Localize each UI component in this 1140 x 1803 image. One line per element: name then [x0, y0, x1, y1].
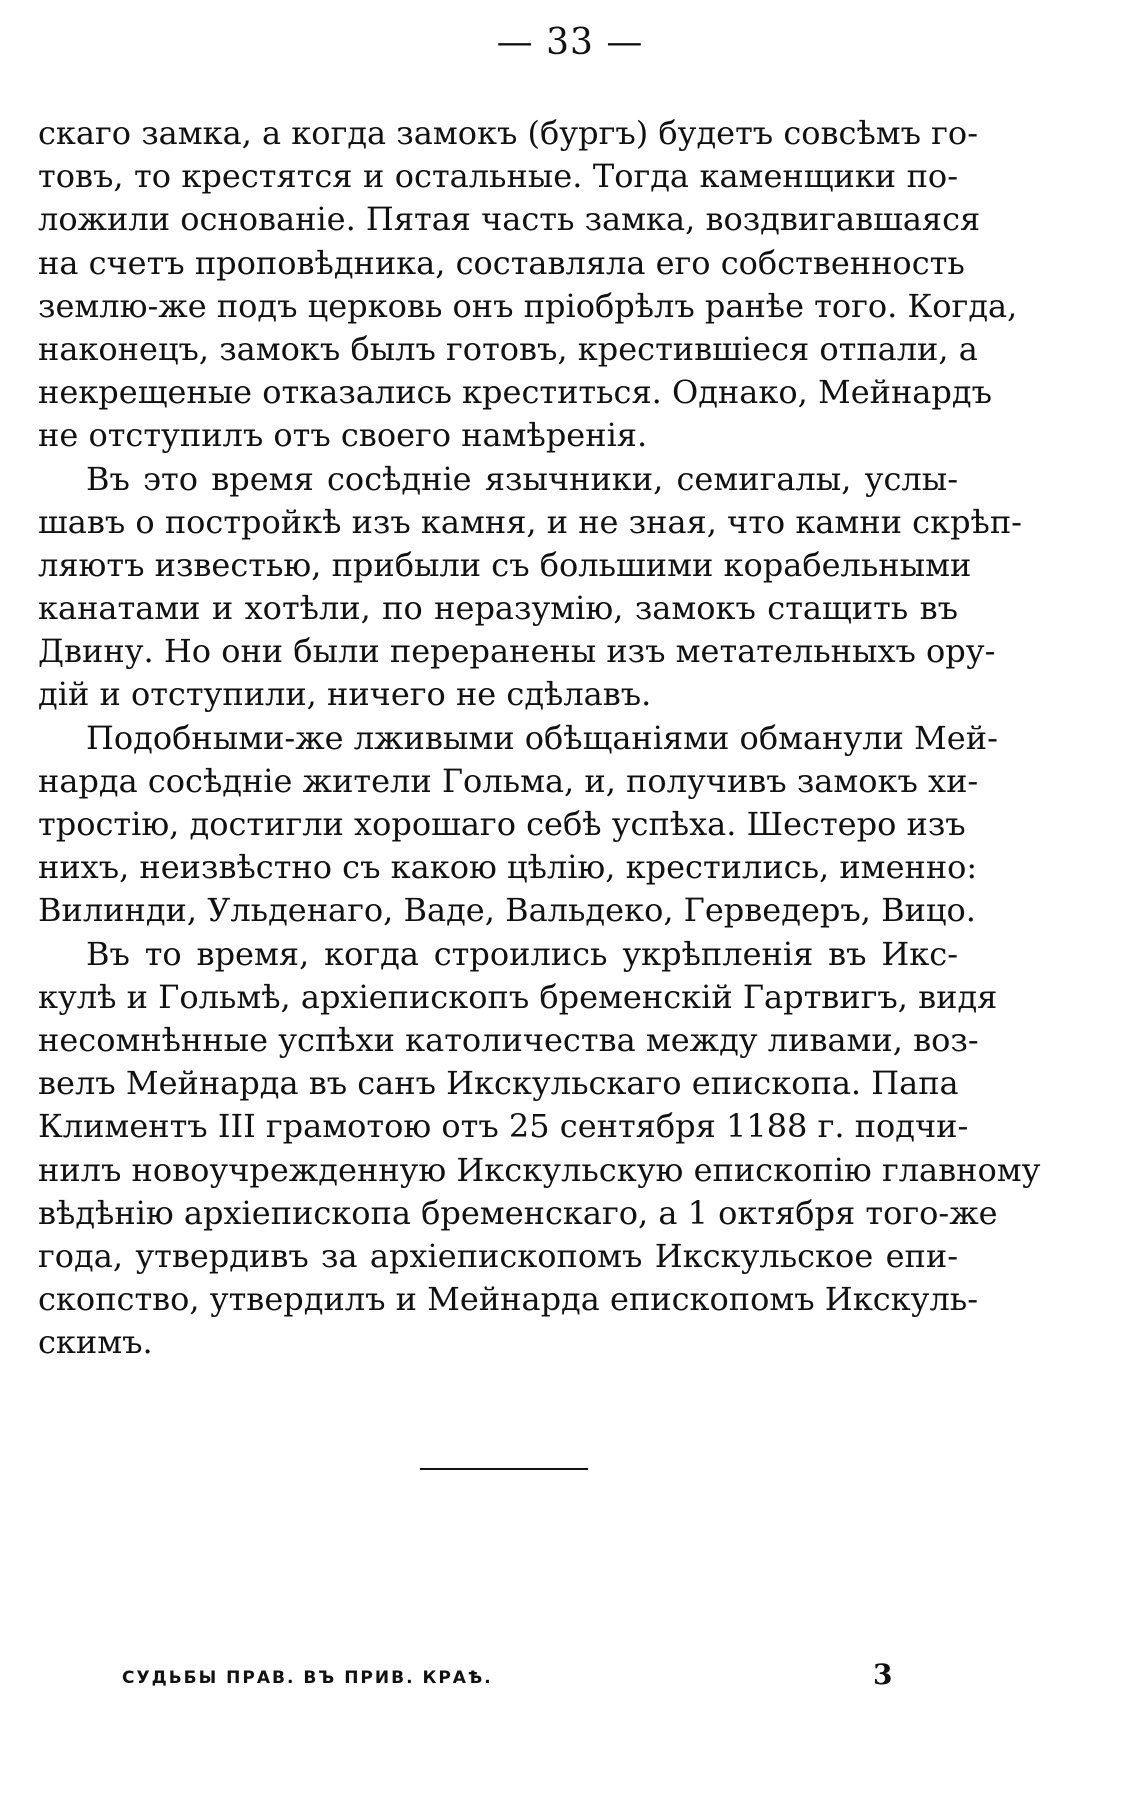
text-line: дiй и отступили, ничего не сдѣлавъ. [38, 675, 652, 714]
section-divider [420, 1468, 588, 1470]
paragraph [38, 458, 1022, 717]
text-line: велъ Мейнарда въ санъ Икскульскаго епископа. Папа [38, 1064, 959, 1103]
text-line: скопство, утвердилъ и Мейнарда епископомъ Икскуль- [38, 1280, 979, 1319]
body-text [38, 112, 1041, 1364]
text-line: несомнѣнные успѣхи католичества между ливами, воз- [38, 1020, 979, 1059]
text-line: скимъ. [38, 1323, 153, 1362]
text-line: наконецъ, замокъ былъ готовъ, крестившiеся отпали, а [38, 329, 978, 368]
text-line: кулѣ и Гольмѣ, архiепископъ бременскiй Гартвигъ, видя [38, 977, 998, 1016]
text-line: Вилинди, Ульденаго, Ваде, Вальдеко, Герведеръ, Вицо. [38, 891, 976, 930]
text-line: ляютъ известью, прибыли съ большими корабельными [38, 545, 972, 584]
text-line: вѣдѣнiю архiепископа бременскаго, а 1 октября того-же [38, 1193, 998, 1232]
page-number-header: — 33 — [496, 22, 644, 63]
text-line: некрещеные отказались креститься. Однако, Мейнардъ [38, 373, 992, 412]
text-line: ложили основанiе. Пятая часть замка, воздвигавшаяся [38, 200, 981, 239]
text-line: нилъ новоучрежденную Икскульскую епископiю главному [38, 1150, 1041, 1189]
text-line: Въ то время, когда строились укрѣпленiя въ Икс- [86, 934, 958, 973]
paragraph [38, 933, 1041, 1365]
text-line: не отступилъ отъ своего намѣренiя. [38, 416, 648, 455]
text-line: Двину. Но они были переранены изъ метательныхъ ору- [38, 632, 996, 671]
text-line: года, утвердивъ за архiепископомъ Икскульское епи- [38, 1236, 958, 1275]
paragraph [38, 717, 998, 933]
text-line: Подобными-же лживыми обѣщанiями обманули Мей- [86, 718, 998, 757]
text-line: скаго замка, а когда замокъ (бургъ) будетъ совсѣмъ го- [38, 114, 978, 152]
text-line: товъ, то крестятся и остальные. Тогда каменщики по- [38, 157, 958, 196]
text-line: нарда сосѣднiе жители Гольма, и, получивъ замокъ хи- [38, 761, 979, 800]
paragraph [38, 112, 1018, 458]
text-line: Въ это время сосѣднiе язычники, семигалы, услы- [86, 459, 958, 498]
text-line: Климентъ III грамотою отъ 25 сентября 1188 г. подчи- [38, 1107, 969, 1146]
footer-signature: СУДЬБЫ ПРАВ. ВЪ ПРИВ. КРАѢ. [122, 1668, 493, 1688]
text-line: землю-же подъ церковь онъ прiобрѣлъ ранѣе того. Когда, [38, 286, 1018, 325]
text-line: шавъ о постройкѣ изъ камня, и не зная, что камни скрѣп- [38, 502, 1022, 541]
text-line: канатами и хотѣли, по неразумiю, замокъ стащить въ [38, 589, 958, 628]
footer-sheet-number: 3 [873, 1658, 893, 1691]
text-line: на счетъ проповѣдника, составляла его собственность [38, 243, 965, 282]
text-line: тростiю, достигли хорошаго себѣ успѣха. Шестеро изъ [38, 805, 966, 843]
text-line: нихъ, неизвѣстно съ какою цѣлiю, крестились, именно: [38, 848, 978, 887]
